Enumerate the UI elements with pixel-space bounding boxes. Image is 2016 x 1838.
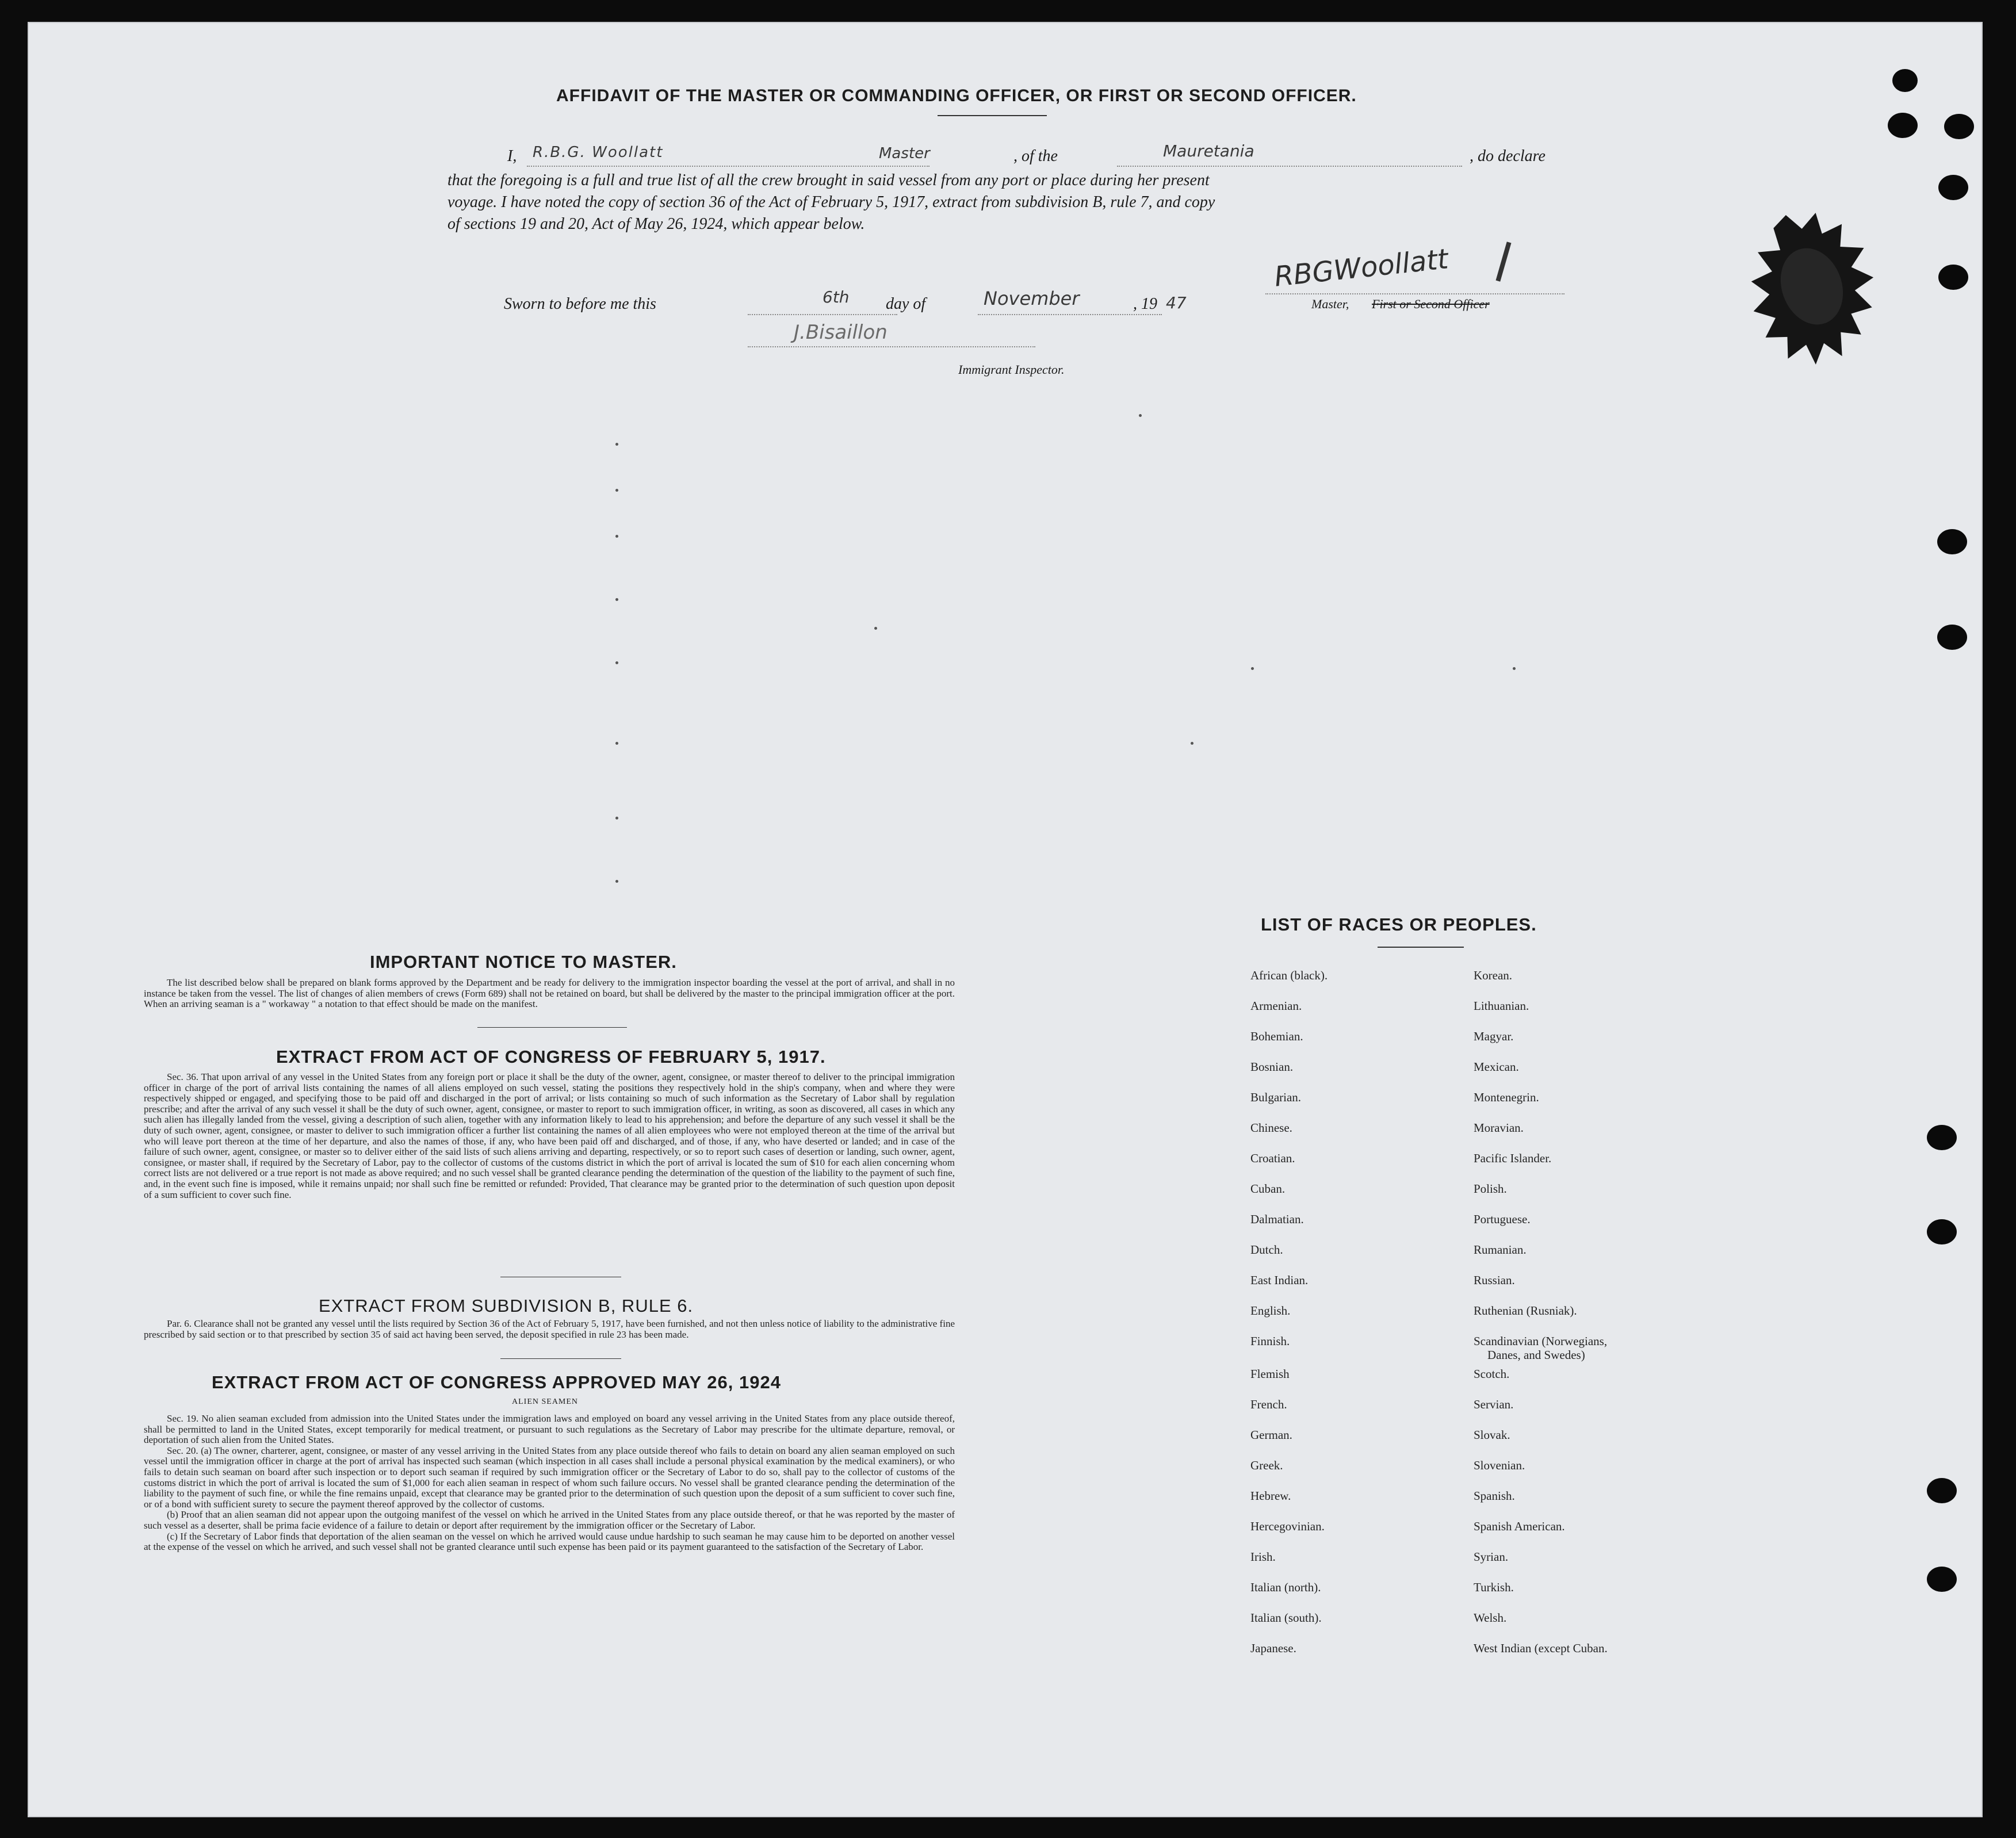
signature-flourish xyxy=(1496,242,1512,281)
race-item: Montenegrin. xyxy=(1474,1090,1539,1104)
section-20c-paragraph: (c) If the Secretary of Labor finds that deportation of the alien seaman on the vessel on which he arrived would cause undue hardship to such seaman he may cause him to be deported on another vessel at the expense of the vessel on which he arrived, and such vessel shall not be granted clearance until such expense has been paid or its payment guaranteed to the satisfaction of the Secretary of Labor. xyxy=(144,1530,955,1553)
faint-mark xyxy=(1513,667,1516,670)
declaration-line-4: of sections 19 and 20, Act of May 26, 1924, which appear below. xyxy=(447,215,865,233)
faint-mark xyxy=(1139,414,1142,417)
faint-mark xyxy=(874,627,877,630)
punch-hole xyxy=(1938,265,1968,290)
punch-hole xyxy=(1927,1125,1957,1150)
faint-mark xyxy=(615,817,618,820)
race-item: Finnish. xyxy=(1250,1334,1290,1348)
race-item: Bosnian. xyxy=(1250,1060,1294,1074)
struck-officer-caption: First or Second Officer xyxy=(1372,297,1490,311)
race-item: Dutch. xyxy=(1250,1243,1283,1257)
race-item: Slovenian. xyxy=(1474,1458,1525,1472)
race-item: English. xyxy=(1250,1304,1291,1318)
race-item: Ruthenian (Rusniak). xyxy=(1474,1304,1577,1318)
punch-hole xyxy=(1937,625,1967,650)
notice-title: IMPORTANT NOTICE TO MASTER. xyxy=(370,952,677,972)
faint-mark xyxy=(615,661,618,664)
race-item: Servian. xyxy=(1474,1397,1514,1411)
race-item: Dalmatian. xyxy=(1250,1212,1304,1226)
race-item: Scandinavian (Norwegians, xyxy=(1474,1334,1608,1348)
race-item: Rumanian. xyxy=(1474,1243,1527,1257)
notice-paragraph: The list described below shall be prepared on blank forms approved by the Department and be ready for delivery to the immigration inspector boarding the vessel at the port of arrival, and shall in no instance be taken from the vessel. The list of changes of alien members of crews (Form 689) shall not be retained on board, but shall be delivered by the master to the principal immigration officer at the port. When an arriving seaman is a " workaway " a notation to that effect should be made on the manifest. xyxy=(144,977,955,1010)
signature-line xyxy=(1265,293,1564,294)
day-handwritten: 6th xyxy=(823,288,850,307)
race-item: Russian. xyxy=(1474,1273,1515,1287)
race-item: East Indian. xyxy=(1250,1273,1309,1287)
race-item: West Indian (except Cuban. xyxy=(1474,1641,1608,1655)
race-item: Irish. xyxy=(1250,1550,1276,1564)
extract-1917-title: EXTRACT FROM ACT OF CONGRESS OF FEBRUARY 5, 1917. xyxy=(276,1047,826,1067)
vessel-name-handwritten: Mauretania xyxy=(1163,141,1254,160)
race-item-continuation: Danes, and Swedes) xyxy=(1487,1348,1585,1362)
races-title: LIST OF RACES OR PEOPLES. xyxy=(1261,914,1537,935)
section-20a-paragraph: Sec. 20. (a) The owner, charterer, agent, consignee, or master of any vessel arriving in the United States from any place outside thereof who fails to detain on board any alien seaman employed on such vessel until the immigration officer in charge at the port of arrival has inspected such seaman (which inspection in all cases shall include a personal physical examination by the medical examiners), or who fails to detain such seaman on board after such inspection or to deport such seaman if required by such immigration officer or the Secretary of Labor to do so, shall pay to the collector of customs of the customs district in which the port of arrival is located the sum of $1,000 for each alien seaman in respect of whom such failure occurs. No vessel shall be granted clearance pending the determination of the liability to the payment of such fine, or while the fine remains unpaid, except that clearance may be granted prior to the determination of such question upon the deposit of a sum sufficient to cover such fine, or of a bond with sufficient surety to secure the payment thereof approved by the collector of customs. xyxy=(144,1445,955,1510)
race-item: Croatian. xyxy=(1250,1151,1295,1165)
race-item: Mexican. xyxy=(1474,1060,1519,1074)
race-item: Korean. xyxy=(1474,968,1513,982)
race-item: Cuban. xyxy=(1250,1182,1286,1196)
race-item: Hercegovinian. xyxy=(1250,1519,1325,1533)
notice-divider xyxy=(477,1027,627,1028)
punch-hole xyxy=(1927,1219,1957,1245)
faint-mark xyxy=(615,443,618,446)
paragraph-6: Par. 6. Clearance shall not be granted any vessel until the lists required by Section 36 of the Act of February 5, 1917, have been furnished, and not then unless notice of liability to the administrative fine prescribed by said section or to that prescribed by section 35 of said act having been served, the deposit specified in rule 23 has been made. xyxy=(144,1318,955,1340)
faint-mark xyxy=(615,598,618,601)
vessel-line xyxy=(1117,166,1462,167)
section-20b-paragraph: (b) Proof that an alien seaman did not appear upon the outgoing manifest of the vessel on which he arrived in the United States from any place outside thereof, or that he was reported by the master of such vessel as a deserter, shall be prima facie evidence of a failure to detain or deport after requirement by the immigration officer or the Secretary of Labor. xyxy=(144,1509,955,1531)
race-item: Flemish xyxy=(1250,1367,1290,1381)
race-item: Italian (south). xyxy=(1250,1611,1322,1625)
race-item: Bohemian. xyxy=(1250,1029,1303,1043)
race-item: Syrian. xyxy=(1474,1550,1509,1564)
punch-hole xyxy=(1944,114,1974,139)
rule-6-title: EXTRACT FROM SUBDIVISION B, RULE 6. xyxy=(319,1296,694,1316)
race-item: Pacific Islander. xyxy=(1474,1151,1552,1165)
race-item: Hebrew. xyxy=(1250,1489,1291,1503)
inspector-caption: Immigrant Inspector. xyxy=(958,362,1065,377)
race-item: Armenian. xyxy=(1250,999,1302,1013)
race-item: African (black). xyxy=(1250,968,1328,982)
do-declare-label: , do declare xyxy=(1470,147,1546,165)
faint-mark xyxy=(615,880,618,883)
race-item: Polish. xyxy=(1474,1182,1507,1196)
month-handwritten: November xyxy=(984,288,1080,309)
extract-1917-text xyxy=(144,1072,955,1200)
races-divider xyxy=(1378,947,1464,948)
race-item: Turkish. xyxy=(1474,1580,1514,1594)
i-label: I, xyxy=(507,147,517,165)
rule-6-divider xyxy=(500,1358,621,1359)
master-caption: Master, xyxy=(1311,297,1349,311)
section-36-paragraph: Sec. 36. That upon arrival of any vessel in the United States from any foreign port or place it shall be the duty of the owner, agent, consignee, or master thereof to deliver to the principal immigration officer in charge of the port of arrival lists containing the names of all aliens employed on such vessel, stating the positions they respectively hold in the ship's company, when and where they were respectively shipped or engaged, and specifying those to be paid off and discharged in the port of arrival; or lists containing so much of such information as the Secretary of Labor shall by regulation prescribe; and after the arrival of any such vessel it shall be the duty of such owner, agent, consignee, or master to report to such immigration officer, in writing, as soon as discovered, all cases in which any such alien has illegally landed from the vessel, giving a description of such alien, together with any information likely to lead to his apprehension; and before the departure of any such vessel it shall be the duty of such owner, agent, consignee, or master to deliver to such immigration officer a further list containing the names of all alien employees who were not employed thereon at the time of the arrival but who will leave port thereon at the time of her departure, and also the names of those, if any, who have been paid off and discharged, and of those, if any, who have deserted or landed; and in case of the failure of such owner, agent, consignee, or master so to deliver either of the said lists of such aliens arriving and departing, respectively, or so to report such cases of desertion or landing, such owner, agent, consignee, or master shall, if required by the Secretary of Labor, pay to the collector of customs of the customs district in which the port of arrival is located the sum of $10 for each alien concerning whom correct lists are not delivered or a true report is not made as above required; and no such vessel shall be granted clearance pending the determination of the question of the liability to the payment of such fine, and, in the event such fine is imposed, while it remains unpaid; nor shall such fine be remitted or refunded: Provided, That clearance may be granted prior to the determination of such question upon deposit of a sum sufficient to cover such fine. xyxy=(144,1071,955,1200)
faint-mark xyxy=(615,742,618,745)
race-item: Lithuanian. xyxy=(1474,999,1529,1013)
race-item: Japanese. xyxy=(1250,1641,1296,1655)
race-item: Bulgarian. xyxy=(1250,1090,1302,1104)
rank-handwritten: Master xyxy=(879,145,930,162)
document-page xyxy=(28,22,1983,1817)
name-line xyxy=(527,166,929,167)
punch-hole xyxy=(1927,1567,1957,1592)
race-item: Portuguese. xyxy=(1474,1212,1531,1226)
faint-mark xyxy=(615,489,618,492)
race-item: Welsh. xyxy=(1474,1611,1507,1625)
race-item: French. xyxy=(1250,1397,1287,1411)
punch-hole xyxy=(1927,1478,1957,1503)
rule-6-text xyxy=(144,1319,955,1340)
affidavit-title: AFFIDAVIT OF THE MASTER OR COMMANDING OFFICER, OR FIRST OR SECOND OFFICER. xyxy=(556,86,1357,105)
race-item: German. xyxy=(1250,1428,1292,1442)
year-prefix: , 19 xyxy=(1133,295,1157,313)
master-name-handwritten: R.B.G. Woollatt xyxy=(533,144,664,161)
race-item: Scotch. xyxy=(1474,1367,1510,1381)
race-item: Italian (north). xyxy=(1250,1580,1321,1594)
race-item: Magyar. xyxy=(1474,1029,1514,1043)
extract-1924-title: EXTRACT FROM ACT OF CONGRESS APPROVED MAY 26, 1924 xyxy=(212,1372,781,1392)
extract-1924-text xyxy=(144,1414,955,1553)
section-19-paragraph: Sec. 19. No alien seaman excluded from admission into the United States under the immigration laws and employed on board any vessel arriving in the United States from any place outside thereof, shall be permitted to land in the United States, except temporarily for medical treatment, or pursuant to such regulations as the Secretary of Labor may prescribe for the ultimate departure, removal, or deportation of such alien from the United States. xyxy=(144,1413,955,1446)
notice-text xyxy=(144,978,955,1010)
day-of-label: day of xyxy=(886,295,926,313)
race-item: Spanish. xyxy=(1474,1489,1515,1503)
race-item: Spanish American. xyxy=(1474,1519,1565,1533)
title-divider xyxy=(938,115,1047,116)
year-handwritten: 47 xyxy=(1166,293,1187,312)
punch-hole xyxy=(1937,529,1967,554)
race-item: Greek. xyxy=(1250,1458,1283,1472)
race-item: Slovak. xyxy=(1474,1428,1510,1442)
punch-hole xyxy=(1888,113,1918,138)
inspector-line xyxy=(748,346,1035,347)
embossed-seal xyxy=(1743,206,1881,378)
inspector-signature: J.Bisaillon xyxy=(794,321,888,344)
master-signature: RBGWoollatt xyxy=(1272,243,1450,293)
sworn-label: Sworn to before me this xyxy=(504,295,656,313)
day-line xyxy=(748,314,897,315)
punch-hole xyxy=(1938,175,1968,200)
race-item: Moravian. xyxy=(1474,1121,1524,1135)
faint-mark xyxy=(1251,667,1254,670)
race-item: Chinese. xyxy=(1250,1121,1292,1135)
faint-mark xyxy=(615,535,618,538)
alien-seamen-subtitle: ALIEN SEAMEN xyxy=(512,1397,579,1406)
punch-hole xyxy=(1892,69,1918,92)
month-line xyxy=(978,314,1162,315)
declaration-line-3: voyage. I have noted the copy of section 36 of the Act of February 5, 1917, extract from subdivision B, rule 7, and copy xyxy=(447,193,1215,211)
of-the-label: , of the xyxy=(1013,147,1058,165)
faint-mark xyxy=(1191,742,1193,745)
declaration-line-2: that the foregoing is a full and true list of all the crew brought in said vessel from any port or place during her present xyxy=(447,171,1210,189)
